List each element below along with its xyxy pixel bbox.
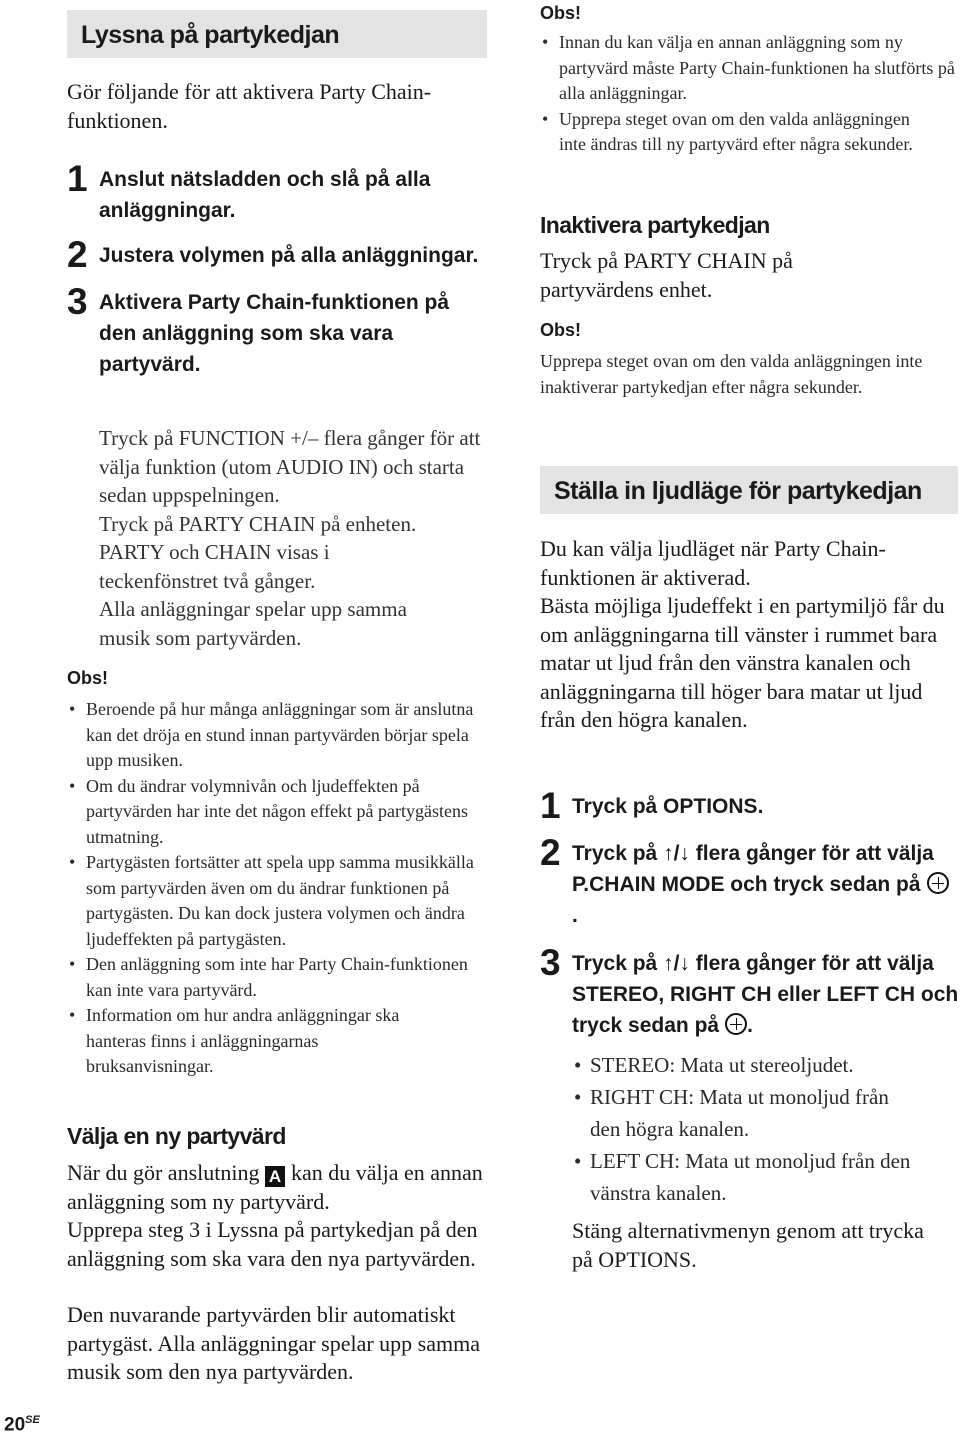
step-period: . — [572, 904, 578, 927]
obs-item: • Innan du kan välja en annan anläggning som ny partyvärd måste Party Chain-funktionen ha slutförts på alla anläggningar. — [540, 30, 956, 107]
sound-options-list — [572, 1049, 912, 1209]
page-number-suffix: SE — [25, 1414, 40, 1426]
steps-list — [67, 158, 487, 380]
step3-detail: Alla anläggningar spelar upp samma musik som partyvärden. — [99, 597, 407, 650]
step-text: Aktivera Party Chain-funktionen på den anläggning som ska vara partyvärd. — [99, 291, 450, 376]
step-text: Anslut nätsladden och slå på alla anläggningar. — [99, 168, 431, 222]
step-text: Tryck på OPTIONS. — [572, 795, 764, 818]
sound-paragraph-1: Du kan välja ljudläget när Party Chain-funktionen är aktiverad. — [540, 536, 886, 590]
step-number: 1 — [540, 785, 561, 826]
subheading-deactivate: Inaktivera partykedjan — [540, 212, 770, 238]
page-number-value: 20 — [4, 1414, 26, 1436]
step-number: 1 — [67, 158, 88, 199]
sound-option: • STEREO: Mata ut stereoljudet. — [572, 1049, 912, 1081]
step-text: Justera volymen på alla anläggningar. — [99, 244, 479, 267]
step-3 — [540, 942, 960, 1041]
step-1 — [67, 158, 487, 226]
step-3 — [67, 281, 487, 380]
obs-item: • Beroende på hur många anläggningar som är anslutna kan det dröja en stund innan partyvärden börjar spela upp musiken. — [67, 697, 477, 774]
step-number: 3 — [67, 281, 88, 322]
section-heading-listen: Lyssna på partykedjan — [67, 10, 487, 58]
obs-item: • Upprepa steget ovan om den valda anläggningen inte ändras till ny partyvärd efter några sekunder. — [540, 107, 939, 158]
sound-paragraph-2: Bästa möjliga ljudeffekt i en partymiljö får du om anläggningarna till vänster i rummet bara matar ut ljud från den vänstra kanalen och anläggningarna till höger bara matar ut ljud från den högra kanalen. — [540, 593, 945, 732]
new-host-text-after: kan du välja en annan anläggning som ny partyvärd. — [67, 1160, 483, 1214]
sound-option: • LEFT CH: Mata ut monoljud från den vänstra kanalen. — [572, 1145, 912, 1209]
obs-list — [67, 697, 477, 1080]
step-text-a: Tryck på — [572, 952, 658, 975]
sound-option: • RIGHT CH: Mata ut monoljud från den högra kanalen. — [572, 1081, 912, 1145]
step-number: 2 — [540, 832, 561, 873]
obs-label: Obs! — [540, 3, 582, 23]
obs-item: • Om du ändrar volymnivån och ljudeffekten på partyvärden har inte det någon effekt på partygästens utmatning. — [67, 774, 477, 851]
new-host-paragraph-1 — [67, 1159, 487, 1216]
step-text-b: flera gånger för att välja STEREO, RIGHT CH eller LEFT CH och tryck sedan på — [572, 952, 959, 1037]
step3-detail: Tryck på FUNCTION +/– flera gånger för att välja funktion (utom AUDIO IN) och starta sedan uppspelningen. — [99, 426, 481, 507]
obs-list — [540, 30, 956, 158]
connection-a-label: A — [265, 1166, 285, 1187]
step-1 — [540, 785, 960, 826]
step-period: . — [747, 1014, 753, 1037]
closing-text: Stäng alternativmenyn genom att trycka på OPTIONS. — [572, 1218, 924, 1272]
step-2 — [540, 832, 952, 931]
step3-detail: Tryck på PARTY CHAIN på enheten. — [99, 511, 417, 536]
new-host-paragraph-3: Den nuvarande partyvärden blir automatiskt partygäst. Alla anläggningar spelar upp samma musik som den nya partyvärden. — [67, 1302, 480, 1384]
subheading-new-host: Välja en ny partyvärd — [67, 1123, 286, 1149]
page-number — [4, 1414, 40, 1436]
step3-detail: PARTY och CHAIN visas i teckenfönstret två gånger. — [99, 540, 330, 593]
enter-button-icon — [927, 872, 949, 894]
deactivate-text: Tryck på PARTY CHAIN på partyvärdens enhet. — [540, 248, 793, 302]
obs-label: Obs! — [540, 320, 582, 340]
intro-text: Gör följande för att aktivera Party Chain-funktionen. — [67, 79, 432, 133]
step-text-b: flera gånger för att välja P.CHAIN MODE och tryck sedan på — [572, 842, 934, 896]
obs-label: Obs! — [67, 668, 109, 688]
new-host-text-before: När du gör anslutning — [67, 1160, 260, 1185]
up-down-arrow-icon: ↑/↓ — [663, 842, 690, 865]
obs-item: • Partygästen fortsätter att spela upp samma musikkälla som partyvärden även om du ändrar funktionen på partygästen. Du kan dock justera volymen och ändra ljudeffekten på partygästen. — [67, 850, 477, 952]
obs-item: • Information om hur andra anläggningar ska hanteras finns i anläggningarnas bruksanvisningar. — [67, 1003, 446, 1080]
step-2 — [67, 234, 487, 275]
section-heading-sound-mode: Ställa in ljudläge för partykedjan — [540, 466, 958, 514]
obs-item: • Den anläggning som inte har Party Chain-funktionen kan inte vara partyvärd. — [67, 952, 477, 1003]
up-down-arrow-icon: ↑/↓ — [663, 952, 690, 975]
step-text-a: Tryck på — [572, 842, 658, 865]
enter-button-icon — [725, 1013, 747, 1035]
obs-text: Upprepa steget ovan om den valda anläggningen inte inaktiverar partykedjan efter några sekunder. — [540, 351, 923, 397]
step3-details — [99, 424, 489, 652]
step-number: 2 — [67, 234, 88, 275]
new-host-paragraph-2: Upprepa steg 3 i Lyssna på partykedjan på den anläggning som ska vara den nya partyvärden. — [67, 1217, 478, 1271]
step-number: 3 — [540, 942, 561, 983]
